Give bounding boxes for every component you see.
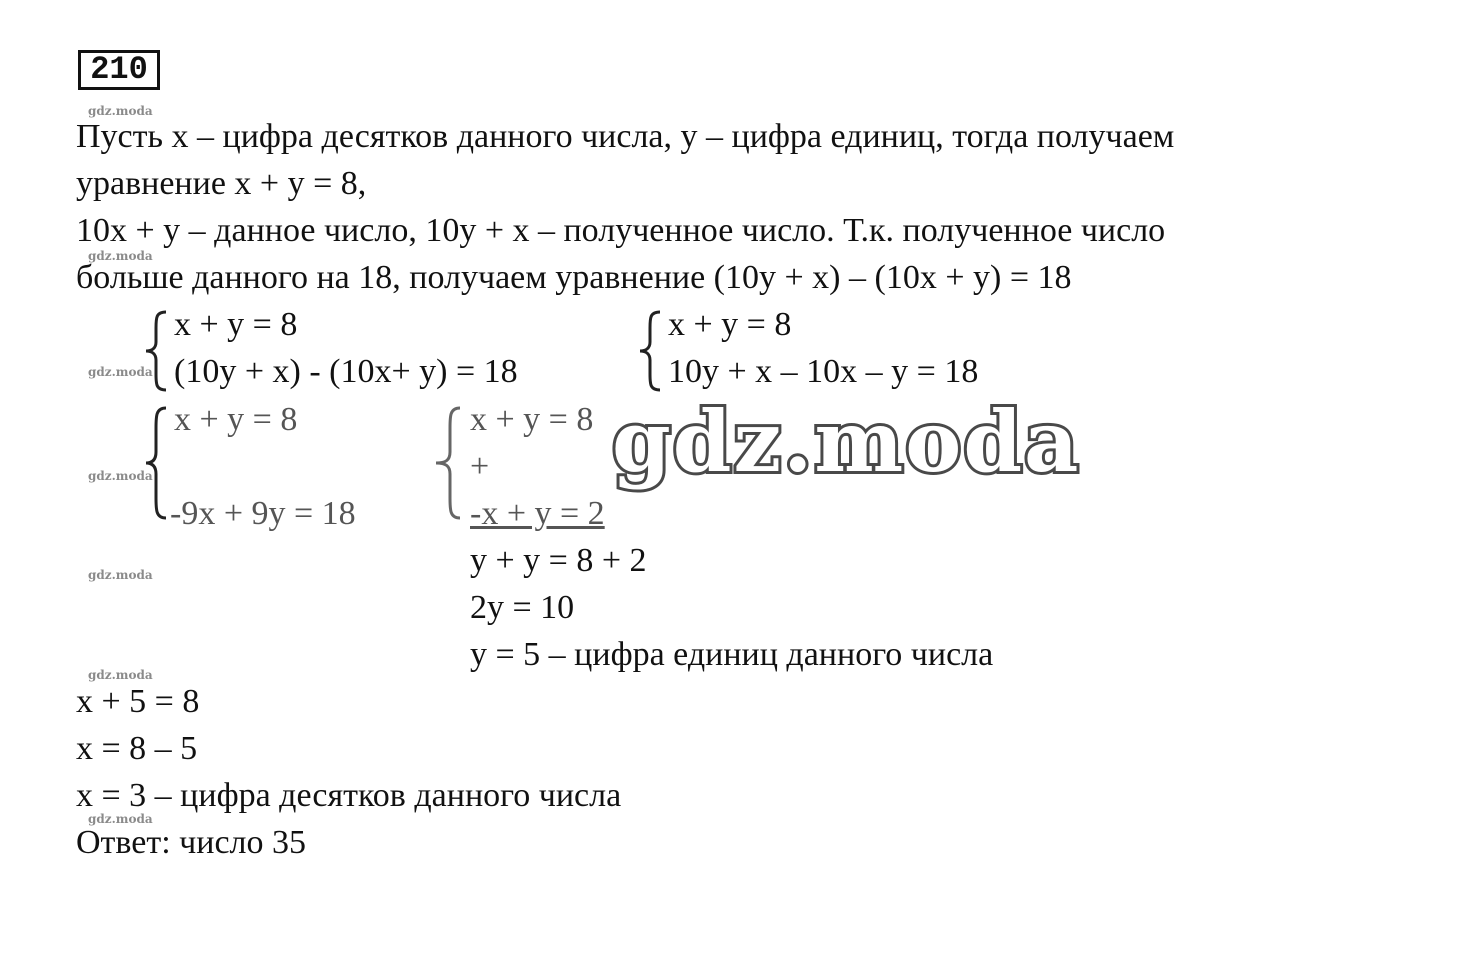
system4-plus: + — [470, 448, 490, 485]
system-brace — [634, 308, 668, 394]
answer-line: Ответ: число 35 — [76, 824, 307, 861]
final-line-1: х + 5 = 8 — [76, 683, 200, 720]
watermark-small: gdz.moda — [88, 469, 153, 483]
system4-eq1: х + у = 8 — [470, 401, 594, 438]
solution-line-3: у = 5 – цифра единиц данного числа — [470, 636, 994, 673]
solution-line-1: у + у = 8 + 2 — [470, 542, 647, 579]
watermark-small: gdz.moda — [88, 365, 153, 379]
system1-eq1: х + у = 8 — [174, 306, 298, 343]
problem-number: 210 — [78, 50, 160, 90]
system2-eq1: х + у = 8 — [668, 306, 792, 343]
intro-line-3: 10х + у – данное число, 10у + х – полученное число. Т.к. полученное число — [76, 212, 1166, 249]
solution-line-2: 2у = 10 — [470, 589, 575, 626]
watermark-logo: gdz.moda — [612, 392, 1081, 491]
intro-line-2: уравнение х + у = 8, — [76, 165, 367, 202]
watermark-small: gdz.moda — [88, 249, 153, 263]
system4-eq2: -х + у = 2 — [470, 495, 605, 532]
system-brace — [140, 404, 174, 522]
watermark-small: gdz.moda — [88, 104, 153, 118]
watermark-small: gdz.moda — [88, 568, 153, 582]
system2-eq2: 10у + х – 10х – у = 18 — [668, 353, 979, 390]
system1-eq2: (10у + х) - (10х+ у) = 18 — [174, 353, 518, 390]
watermark-small: gdz.moda — [88, 812, 153, 826]
watermark-small: gdz.moda — [88, 668, 153, 682]
system3-eq2: -9х + 9у = 18 — [170, 495, 356, 532]
system-brace — [140, 308, 174, 394]
intro-line-4: больше данного на 18, получаем уравнение (10у + х) – (10х + у) = 18 — [76, 259, 1072, 296]
system3-eq1: х + у = 8 — [174, 401, 298, 438]
final-line-3: х = 3 – цифра десятков данного числа — [76, 777, 622, 814]
intro-line-1: Пусть х – цифра десятков данного числа, у – цифра единиц, тогда получаем — [76, 118, 1175, 155]
system-brace — [428, 404, 468, 522]
final-line-2: х = 8 – 5 — [76, 730, 198, 767]
